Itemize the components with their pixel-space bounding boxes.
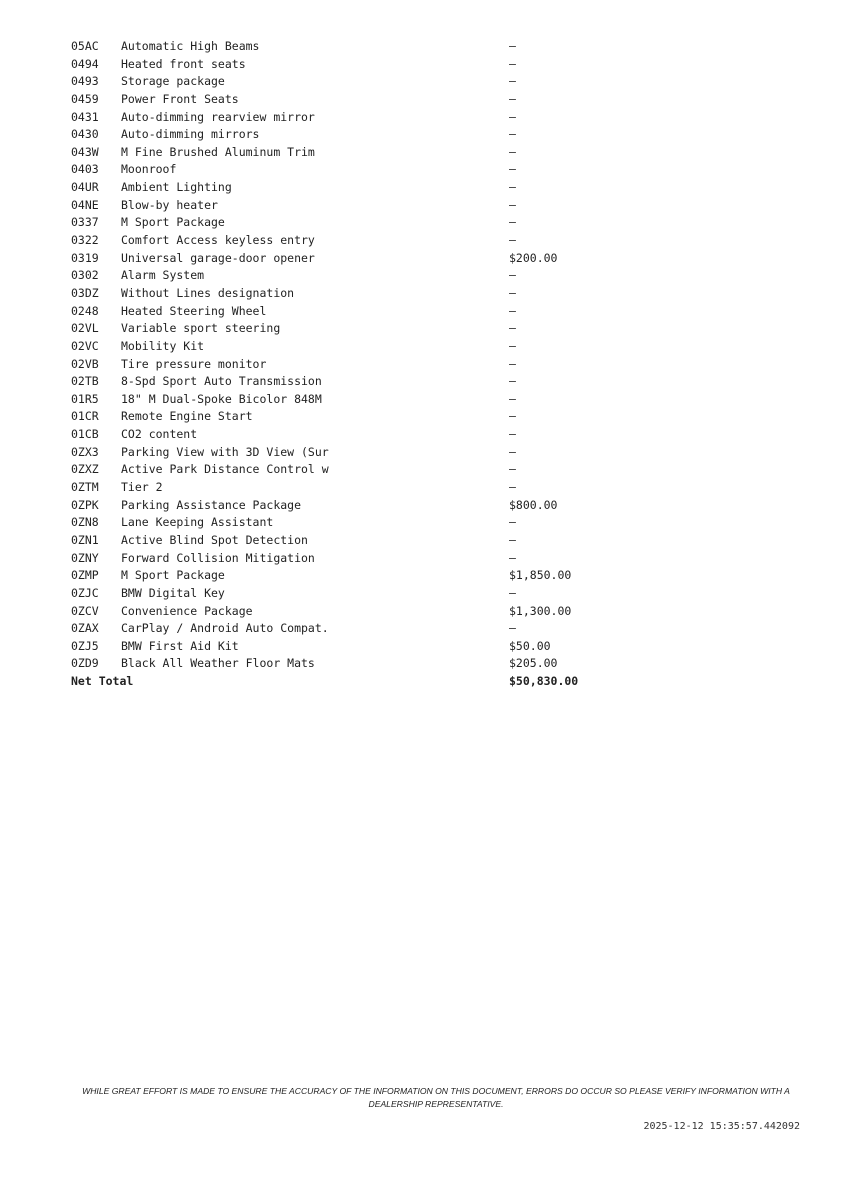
- option-row: [71, 532, 611, 550]
- option-description: Ambient Lighting: [121, 180, 232, 195]
- option-description: 8-Spd Sport Auto Transmission: [121, 374, 322, 389]
- option-description: Auto-dimming rearview mirror: [121, 109, 315, 124]
- option-price: $800.00: [509, 497, 558, 512]
- option-description: Moonroof: [121, 162, 177, 177]
- option-row: [71, 373, 611, 391]
- option-row: [71, 214, 611, 232]
- option-price: —: [509, 233, 516, 248]
- option-price: —: [509, 180, 516, 195]
- option-code: 0ZCV: [71, 603, 99, 618]
- option-row: [71, 514, 611, 532]
- option-price: —: [509, 550, 516, 565]
- option-code: 04NE: [71, 197, 99, 212]
- option-price: —: [509, 109, 516, 124]
- option-code: 05AC: [71, 39, 99, 53]
- option-row: [71, 250, 611, 268]
- option-row: [71, 408, 611, 426]
- option-description: Universal garage-door opener: [121, 250, 315, 265]
- option-description: Convenience Package: [121, 603, 253, 618]
- option-description: Alarm System: [121, 268, 205, 283]
- option-code: 0ZJ5: [71, 638, 99, 653]
- print-timestamp: 2025-12-12 15:35:57.442092: [643, 1121, 800, 1132]
- option-price: $50.00: [509, 638, 551, 653]
- option-price: —: [509, 215, 516, 230]
- option-code: 0ZXZ: [71, 462, 99, 477]
- option-price: —: [509, 515, 516, 530]
- option-row: [71, 567, 611, 585]
- option-code: 02VL: [71, 321, 99, 336]
- option-description: BMW First Aid Kit: [121, 638, 239, 653]
- option-row: [71, 479, 611, 497]
- option-code: 043W: [71, 144, 99, 159]
- option-price: —: [509, 532, 516, 547]
- option-description: Blow-by heater: [121, 197, 218, 212]
- option-price: —: [509, 427, 516, 442]
- net-total-label: Net Total: [71, 674, 134, 689]
- option-description: Black All Weather Floor Mats: [121, 656, 315, 671]
- option-code: 02VB: [71, 356, 99, 371]
- option-code: 0430: [71, 127, 99, 142]
- option-price: —: [509, 197, 516, 212]
- option-code: 0ZD9: [71, 656, 99, 671]
- option-description: Forward Collision Mitigation: [121, 550, 315, 565]
- option-code: 0ZNY: [71, 550, 99, 565]
- option-code: 01R5: [71, 391, 99, 406]
- option-description: M Sport Package: [121, 568, 225, 583]
- option-price: $1,300.00: [509, 603, 572, 618]
- option-code: 02TB: [71, 374, 99, 389]
- option-description: Lane Keeping Assistant: [121, 515, 274, 530]
- option-price: —: [509, 268, 516, 283]
- option-code: 0431: [71, 109, 99, 124]
- net-total-value: $50,830.00: [509, 674, 579, 689]
- option-code: 0ZJC: [71, 585, 99, 600]
- option-code: 0ZMP: [71, 568, 99, 583]
- option-description: Power Front Seats: [121, 91, 239, 106]
- option-code: 0302: [71, 268, 99, 283]
- option-description: CarPlay / Android Auto Compat.: [121, 621, 329, 636]
- option-description: Tier 2: [121, 480, 163, 495]
- option-description: Tire pressure monitor: [121, 356, 267, 371]
- option-description: M Sport Package: [121, 215, 225, 230]
- option-description: Without Lines designation: [121, 285, 295, 300]
- option-description: Variable sport steering: [121, 321, 281, 336]
- option-row: [71, 303, 611, 321]
- option-description: Auto-dimming mirrors: [121, 127, 260, 142]
- option-row: [71, 285, 611, 303]
- option-row: [71, 426, 611, 444]
- option-code: 0ZN1: [71, 532, 99, 547]
- option-price: —: [509, 127, 516, 142]
- option-code: 0459: [71, 91, 99, 106]
- option-description: Active Park Distance Control w: [121, 462, 329, 477]
- option-description: Parking Assistance Package: [121, 497, 302, 512]
- option-row: [71, 620, 611, 638]
- option-price: —: [509, 321, 516, 336]
- option-description: Heated front seats: [121, 56, 246, 71]
- disclaimer-text: WHILE GREAT EFFORT IS MADE TO ENSURE THE ACCURACY OF THE INFORMATION ON THIS DOCUMENT, ERRORS DO OCCUR SO PLEASE VERIFY INFORMATION WITH A DEALERSHIP REPRESENTATIVE.: [82, 1086, 790, 1109]
- option-code: 0ZAX: [71, 621, 99, 636]
- option-row: [71, 197, 611, 215]
- option-description: Automatic High Beams: [121, 39, 260, 53]
- option-price: —: [509, 444, 516, 459]
- option-price: —: [509, 621, 516, 636]
- option-description: Comfort Access keyless entry: [121, 233, 315, 248]
- option-price: —: [509, 56, 516, 71]
- option-code: 01CR: [71, 409, 99, 424]
- option-code: 0ZPK: [71, 497, 99, 512]
- option-price: $200.00: [509, 250, 558, 265]
- net-total-row: [71, 673, 611, 691]
- option-row: [71, 144, 611, 162]
- option-price: —: [509, 585, 516, 600]
- option-code: 0ZTM: [71, 480, 99, 495]
- option-description: Parking View with 3D View (Sur: [121, 444, 329, 459]
- option-rows: [71, 38, 611, 673]
- option-price: —: [509, 409, 516, 424]
- option-description: Heated Steering Wheel: [121, 303, 267, 318]
- option-row: [71, 73, 611, 91]
- option-code: 0403: [71, 162, 99, 177]
- option-price: —: [509, 285, 516, 300]
- option-price: $205.00: [509, 656, 558, 671]
- options-table: [71, 38, 611, 691]
- option-price: —: [509, 162, 516, 177]
- option-code: 0494: [71, 56, 99, 71]
- option-row: [71, 338, 611, 356]
- option-row: [71, 356, 611, 374]
- option-row: [71, 109, 611, 127]
- option-price: —: [509, 356, 516, 371]
- option-code: 04UR: [71, 180, 99, 195]
- option-price: —: [509, 338, 516, 353]
- option-code: 01CB: [71, 427, 99, 442]
- option-price: —: [509, 391, 516, 406]
- option-row: [71, 56, 611, 74]
- option-row: [71, 655, 611, 673]
- option-description: CO2 content: [121, 427, 198, 442]
- option-code: 02VC: [71, 338, 99, 353]
- option-description: Active Blind Spot Detection: [121, 532, 308, 547]
- option-code: 0337: [71, 215, 99, 230]
- option-row: [71, 161, 611, 179]
- option-price: $1,850.00: [509, 568, 572, 583]
- option-row: [71, 267, 611, 285]
- option-code: 03DZ: [71, 285, 99, 300]
- option-price: —: [509, 480, 516, 495]
- option-row: [71, 126, 611, 144]
- option-row: [71, 320, 611, 338]
- option-price: —: [509, 303, 516, 318]
- option-description: Mobility Kit: [121, 338, 205, 353]
- option-price: —: [509, 74, 516, 89]
- option-price: —: [509, 39, 516, 53]
- option-row: [71, 461, 611, 479]
- option-row: [71, 638, 611, 656]
- option-price: —: [509, 144, 516, 159]
- option-row: [71, 550, 611, 568]
- option-description: BMW Digital Key: [121, 585, 225, 600]
- option-row: [71, 497, 611, 515]
- option-price: —: [509, 374, 516, 389]
- option-description: 18" M Dual-Spoke Bicolor 848M: [121, 391, 322, 406]
- option-description: Remote Engine Start: [121, 409, 253, 424]
- option-row: [71, 38, 611, 56]
- option-row: [71, 444, 611, 462]
- option-row: [71, 391, 611, 409]
- option-row: [71, 91, 611, 109]
- option-code: 0319: [71, 250, 99, 265]
- option-code: 0493: [71, 74, 99, 89]
- option-code: 0ZX3: [71, 444, 99, 459]
- option-row: [71, 179, 611, 197]
- option-code: 0ZN8: [71, 515, 99, 530]
- option-description: M Fine Brushed Aluminum Trim: [121, 144, 315, 159]
- option-code: 0248: [71, 303, 99, 318]
- option-description: Storage package: [121, 74, 225, 89]
- option-code: 0322: [71, 233, 99, 248]
- option-price: —: [509, 462, 516, 477]
- option-row: [71, 603, 611, 621]
- option-row: [71, 232, 611, 250]
- option-price: —: [509, 91, 516, 106]
- option-row: [71, 585, 611, 603]
